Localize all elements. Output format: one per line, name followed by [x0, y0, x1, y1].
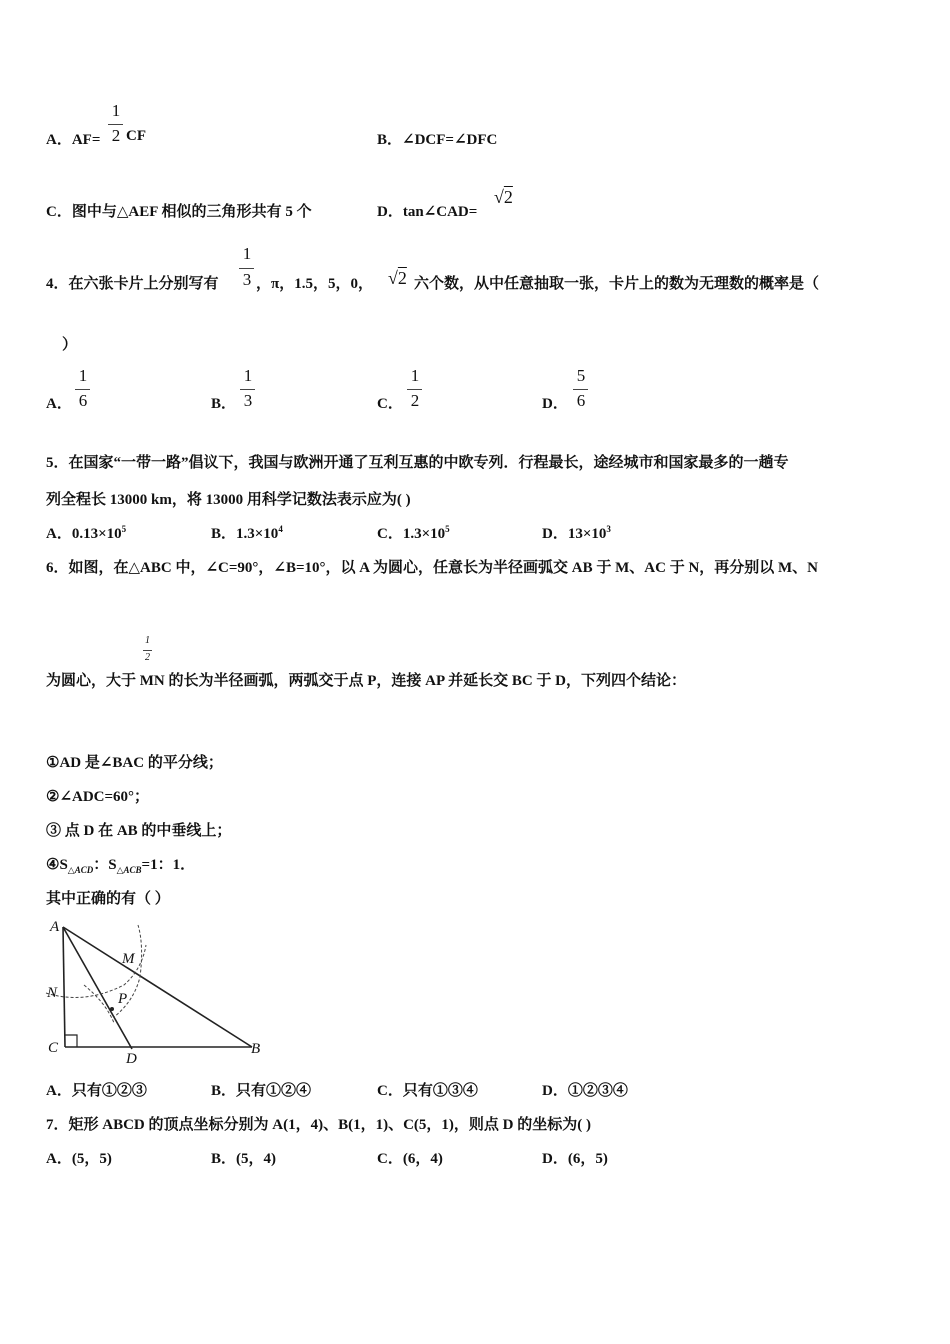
q3-option-b: B．∠DCF=∠DFC	[377, 132, 498, 148]
q4-option-label: D．	[542, 396, 568, 412]
q4-stem-a: 4．在六张卡片上分别写有	[46, 276, 219, 292]
fraction-bar	[239, 268, 254, 269]
q5-option-d: D．$13\times 10^3$	[542, 524, 611, 542]
label-a: A	[50, 919, 60, 935]
q5-option-a: A．$0.13\times 10^5$	[46, 524, 127, 542]
fraction-bar	[75, 389, 90, 390]
q5-option-b: B．$1.3\times 10^4$	[211, 524, 283, 542]
fraction-bar	[407, 389, 422, 390]
q6-question: 其中正确的有（ ）	[46, 891, 170, 907]
q5-option-c: C．$1.3\times 10^5$	[377, 524, 450, 542]
q7-option-b: B．(5，4)	[211, 1151, 276, 1167]
q4-option-numerator: 1	[78, 366, 88, 385]
q4-option-label: C．	[377, 396, 403, 412]
q4-option-numerator: 5	[576, 366, 586, 385]
q4-option-denominator: 3	[243, 391, 253, 410]
bisector-ad	[63, 927, 132, 1049]
q6-option-a: A．只有①②③	[46, 1083, 147, 1099]
side-ac	[63, 927, 65, 1047]
q3-option-a-numerator: 1	[111, 101, 121, 120]
q6-conclusion-1: ①AD 是∠BAC 的平分线；	[46, 755, 223, 771]
sqrt-icon: √2	[388, 268, 407, 288]
q3-option-a-prefix: A．AF=	[46, 132, 101, 148]
q4-option-denominator: 6	[576, 391, 586, 410]
q6-option-d: D．①②③④	[542, 1083, 628, 1099]
q6-half-numerator: 1	[145, 635, 150, 646]
q6-triangle-figure	[44, 915, 264, 1065]
label-m: M	[122, 951, 135, 967]
q4-option-denominator: 2	[410, 391, 420, 410]
fraction-bar	[240, 389, 255, 390]
q3-option-a-suffix: CF	[126, 128, 146, 144]
q7-option-a: A．(5，5)	[46, 1151, 112, 1167]
q4-option-label: B．	[211, 396, 237, 412]
q4-stem-close: ）	[62, 337, 78, 353]
q4-option-label: A．	[46, 396, 72, 412]
q4-option-denominator: 6	[78, 391, 88, 410]
q6-conclusion-2: ②∠ADC=60°；	[46, 789, 150, 805]
point-p	[110, 1007, 114, 1011]
q3-option-d-prefix: D．tan∠CAD=	[377, 204, 478, 220]
q4-option-numerator: 1	[243, 366, 253, 385]
side-ab	[63, 927, 252, 1047]
sqrt-icon: √2	[494, 187, 513, 207]
q4-option-numerator: 1	[410, 366, 420, 385]
q4-stem-b: ，π，1.5，5，0，	[256, 276, 373, 292]
label-p: P	[118, 991, 128, 1007]
q6-stem-line2: 为圆心，大于 MN 的长为半径画弧，两弧交于点 P，连接 AP 并延长交 BC 于 D，下列四个结论：	[46, 673, 686, 689]
q7-option-d: D．(6，5)	[542, 1151, 608, 1167]
q5-stem-line1: 5．在国家“一带一路”倡议下，我国与欧洲开通了互利互惠的中欧专列．行程最长，途经城市和国家最多的一趟专	[46, 455, 789, 471]
q6-conclusion-4: $④S_{\triangle ACD}$：$S_{\triangle ACB}=1$：1．	[46, 857, 196, 875]
q3-option-c: C．图中与△AEF 相似的三角形共有 5 个	[46, 204, 312, 220]
q6-half-denominator: 2	[145, 652, 150, 663]
label-b: B	[251, 1041, 261, 1057]
q6-conclusion-3: ③ 点 D 在 AB 的中垂线上；	[46, 823, 232, 839]
fraction-bar	[143, 650, 152, 651]
q4-stem-c: 六个数，从中任意抽取一张，卡片上的数为无理数的概率是（	[414, 276, 820, 292]
q4-frac-numerator: 1	[242, 244, 252, 263]
q6-stem-line1: 6．如图，在△ABC 中，∠C=90°，∠B=10°，以 A 为圆心，任意长为半径画弧交 AB 于 M、AC 于 N，再分别以 M、N	[46, 560, 819, 576]
fraction-bar	[108, 124, 123, 125]
q4-frac-denominator: 3	[242, 270, 252, 289]
label-d: D	[126, 1051, 137, 1065]
right-angle-mark	[65, 1035, 77, 1047]
fraction-bar	[573, 389, 588, 390]
label-n: N	[47, 985, 58, 1001]
q3-option-a-denominator: 2	[111, 126, 121, 145]
label-c: C	[48, 1040, 59, 1056]
q6-option-c: C．只有①③④	[377, 1083, 478, 1099]
q7-stem: 7．矩形 ABCD 的顶点坐标分别为 A(1，4)、B(1，1)、C(5，1)，则点 D 的坐标为( )	[46, 1117, 591, 1133]
q6-option-b: B．只有①②④	[211, 1083, 312, 1099]
q5-stem-line2: 列全程长 13000 km，将 13000 用科学记数法表示应为( )	[46, 492, 411, 508]
q7-option-c: C．(6，4)	[377, 1151, 443, 1167]
